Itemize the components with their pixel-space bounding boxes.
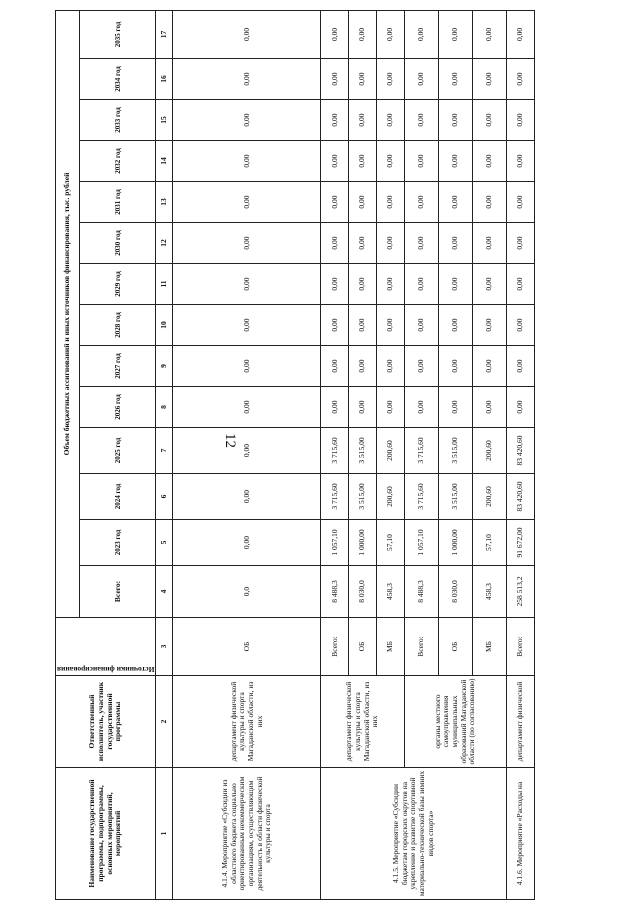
value-cell: 0,00 (173, 264, 321, 305)
header-year: 2035 год (80, 10, 156, 58)
value-cell: 200,60 (376, 428, 404, 474)
executor-cell: органы местного самоуправления муниципальных образований Магаданской области (по согласованию) (404, 676, 506, 768)
value-cell: 0,00 (376, 264, 404, 305)
value-cell: 0,00 (404, 100, 438, 141)
value-cell: 458,3 (472, 566, 506, 618)
header-year: 2024 год (80, 474, 156, 520)
value-cell: 0,00 (507, 100, 535, 141)
value-cell: 83 420,60 (507, 428, 535, 474)
value-cell: 91 672,00 (507, 520, 535, 566)
table-row (507, 10, 535, 899)
column-index: 1 (156, 768, 173, 900)
value-cell: 0,00 (404, 141, 438, 182)
value-cell: 1 057,10 (404, 520, 438, 566)
value-cell: 1 000,00 (349, 520, 377, 566)
value-cell: 0,00 (507, 10, 535, 58)
measure-name-cell: 4.1.4. Мероприятие «Субсидии из областного бюджета социально ориентированным некоммерческим организациям, осуществляющим деятельность в области физической культуры и спорта (173, 768, 321, 900)
page-number: 12 (222, 433, 238, 448)
value-cell: 0,00 (438, 387, 472, 428)
source-cell: МБ (472, 618, 506, 676)
column-index: 2 (156, 676, 173, 768)
column-index: 10 (156, 305, 173, 346)
value-cell: 0,00 (349, 387, 377, 428)
value-cell: 0,00 (404, 387, 438, 428)
column-index: 8 (156, 387, 173, 428)
value-cell: 0,00 (349, 223, 377, 264)
value-cell: 0,00 (507, 141, 535, 182)
value-cell: 0,00 (438, 346, 472, 387)
column-index: 16 (156, 59, 173, 100)
financing-table (55, 10, 535, 900)
value-cell: 0,00 (349, 10, 377, 58)
header-source (56, 618, 156, 676)
executor-cell: департамент физической культуры и спорта Магаданской области, из них (321, 676, 404, 768)
value-cell: 0,00 (404, 305, 438, 346)
value-cell: 1 057,10 (321, 520, 349, 566)
source-cell: ОБ (349, 618, 377, 676)
value-cell: 0,00 (404, 10, 438, 58)
header-name: Наименование государственной программы, подпрограммы, основных мероприятий, мероприятий (56, 768, 156, 900)
value-cell: 0,00 (349, 141, 377, 182)
value-cell: 200,60 (472, 474, 506, 520)
column-index: 5 (156, 520, 173, 566)
value-cell: 0,00 (404, 59, 438, 100)
column-index: 15 (156, 100, 173, 141)
value-cell: 0,00 (507, 182, 535, 223)
value-cell: 0,00 (438, 182, 472, 223)
column-index: 17 (156, 10, 173, 58)
value-cell: 3 515,00 (349, 474, 377, 520)
column-index: 4 (156, 566, 173, 618)
header-year: 2028 год (80, 305, 156, 346)
column-index: 11 (156, 264, 173, 305)
value-cell: 0,00 (349, 264, 377, 305)
source-cell: Всего: (507, 618, 535, 676)
value-cell: 0,00 (472, 346, 506, 387)
executor-cell: департамент физической (507, 676, 535, 768)
value-cell: 0,00 (472, 100, 506, 141)
value-cell: 3 515,00 (438, 428, 472, 474)
value-cell: 0,00 (173, 387, 321, 428)
value-cell: 57,10 (472, 520, 506, 566)
measure-name-cell: 4.1.6. Мероприятие «Расходы на (507, 768, 535, 900)
header-year: 2034 год (80, 59, 156, 100)
table-row (173, 10, 321, 899)
value-cell: 0,00 (321, 305, 349, 346)
value-cell: 3 515,00 (438, 474, 472, 520)
value-cell: 0,00 (173, 346, 321, 387)
value-cell: 83 420,60 (507, 474, 535, 520)
value-cell: 0,00 (321, 141, 349, 182)
value-cell: 0,00 (472, 387, 506, 428)
value-cell: 0,00 (173, 59, 321, 100)
header-year: 2030 год (80, 223, 156, 264)
value-cell: 0,00 (404, 264, 438, 305)
value-cell: 0,00 (173, 305, 321, 346)
header-year: 2029 год (80, 264, 156, 305)
value-cell: 0,00 (507, 387, 535, 428)
value-cell: 0,00 (173, 520, 321, 566)
value-cell: 0,00 (173, 182, 321, 223)
value-cell: 0,00 (438, 305, 472, 346)
value-cell: 0,0 (173, 566, 321, 618)
value-cell: 0,00 (376, 100, 404, 141)
value-cell: 200,60 (472, 428, 506, 474)
column-index: 7 (156, 428, 173, 474)
value-cell: 0,00 (173, 474, 321, 520)
source-cell: ОБ (173, 618, 321, 676)
rotated-table-container (55, 10, 535, 900)
value-cell: 0,00 (376, 223, 404, 264)
header-volume: Объем бюджетных ассигнований и иных источников финансирования, тыс. рублей (56, 10, 80, 617)
column-index: 3 (156, 618, 173, 676)
value-cell: 0,00 (321, 223, 349, 264)
value-cell: 0,00 (349, 100, 377, 141)
column-index-row (156, 10, 173, 899)
header-year: 2023 год (80, 520, 156, 566)
value-cell: 258 513,2 (507, 566, 535, 618)
value-cell: 0,00 (404, 346, 438, 387)
value-cell: 200,60 (376, 474, 404, 520)
header-year: 2032 год (80, 141, 156, 182)
value-cell: 3 715,60 (404, 474, 438, 520)
value-cell: 0,00 (438, 141, 472, 182)
value-cell: 0,00 (321, 346, 349, 387)
value-cell: 0,00 (438, 100, 472, 141)
header-year: 2033 год (80, 100, 156, 141)
value-cell: 0,00 (349, 59, 377, 100)
value-cell: 8 030,0 (438, 566, 472, 618)
value-cell: 0,00 (472, 59, 506, 100)
table-row (404, 10, 438, 899)
value-cell: 0,00 (349, 182, 377, 223)
header-total: Всего: (80, 566, 156, 618)
value-cell: 0,00 (438, 223, 472, 264)
column-index: 6 (156, 474, 173, 520)
source-cell: Всего: (321, 618, 349, 676)
measure-name-cell: 4.1.5. Мероприятие «Субсидии бюджетам городских округов на укрепление и развитие спортивной материально-технической базы зимних видов спорта» (321, 768, 507, 900)
value-cell: 8 488,3 (321, 566, 349, 618)
value-cell: 0,00 (173, 10, 321, 58)
value-cell: 458,3 (376, 566, 404, 618)
value-cell: 3 715,60 (404, 428, 438, 474)
value-cell: 0,00 (321, 387, 349, 428)
value-cell: 0,00 (173, 223, 321, 264)
value-cell: 3 715,60 (321, 474, 349, 520)
value-cell: 0,00 (507, 59, 535, 100)
value-cell: 0,00 (173, 428, 321, 474)
value-cell: 0,00 (376, 141, 404, 182)
executor-cell: департамент физической культуры и спорта Магаданской области, из них (173, 676, 321, 768)
header-executor: Ответственный исполнитель, участник государственной программы (56, 676, 156, 768)
value-cell: 0,00 (472, 182, 506, 223)
column-index: 13 (156, 182, 173, 223)
value-cell: 57,10 (376, 520, 404, 566)
value-cell: 0,00 (321, 100, 349, 141)
header-source-text: Источники финансирования (57, 665, 155, 674)
value-cell: 0,00 (376, 182, 404, 223)
value-cell: 8 030,0 (349, 566, 377, 618)
value-cell: 0,00 (173, 100, 321, 141)
column-index: 14 (156, 141, 173, 182)
header-year: 2026 год (80, 387, 156, 428)
value-cell: 0,00 (404, 223, 438, 264)
value-cell: 0,00 (438, 10, 472, 58)
value-cell: 0,00 (472, 223, 506, 264)
value-cell: 0,00 (321, 264, 349, 305)
source-cell: Всего: (404, 618, 438, 676)
value-cell: 0,00 (376, 305, 404, 346)
value-cell: 1 000,00 (438, 520, 472, 566)
header-year: 2031 год (80, 182, 156, 223)
value-cell: 0,00 (376, 59, 404, 100)
source-cell: ОБ (438, 618, 472, 676)
value-cell: 0,00 (349, 305, 377, 346)
header-year: 2025 год (80, 428, 156, 474)
value-cell: 0,00 (472, 305, 506, 346)
value-cell: 0,00 (376, 387, 404, 428)
value-cell: 0,00 (472, 264, 506, 305)
table-row (321, 10, 349, 899)
value-cell: 0,00 (376, 346, 404, 387)
value-cell: 0,00 (507, 346, 535, 387)
value-cell: 0,00 (507, 264, 535, 305)
value-cell: 0,00 (507, 305, 535, 346)
column-index: 9 (156, 346, 173, 387)
header-row-1 (56, 10, 80, 899)
value-cell: 0,00 (438, 59, 472, 100)
value-cell: 0,00 (438, 264, 472, 305)
value-cell: 0,00 (472, 10, 506, 58)
header-year: 2027 год (80, 346, 156, 387)
value-cell: 0,00 (173, 141, 321, 182)
value-cell: 0,00 (321, 10, 349, 58)
source-cell: МБ (376, 618, 404, 676)
value-cell: 0,00 (404, 182, 438, 223)
value-cell: 0,00 (472, 141, 506, 182)
value-cell: 0,00 (507, 223, 535, 264)
value-cell: 0,00 (349, 346, 377, 387)
value-cell: 3 715,60 (321, 428, 349, 474)
value-cell: 0,00 (321, 182, 349, 223)
value-cell: 3 515,00 (349, 428, 377, 474)
value-cell: 0,00 (321, 59, 349, 100)
value-cell: 0,00 (376, 10, 404, 58)
value-cell: 8 488,3 (404, 566, 438, 618)
column-index: 12 (156, 223, 173, 264)
